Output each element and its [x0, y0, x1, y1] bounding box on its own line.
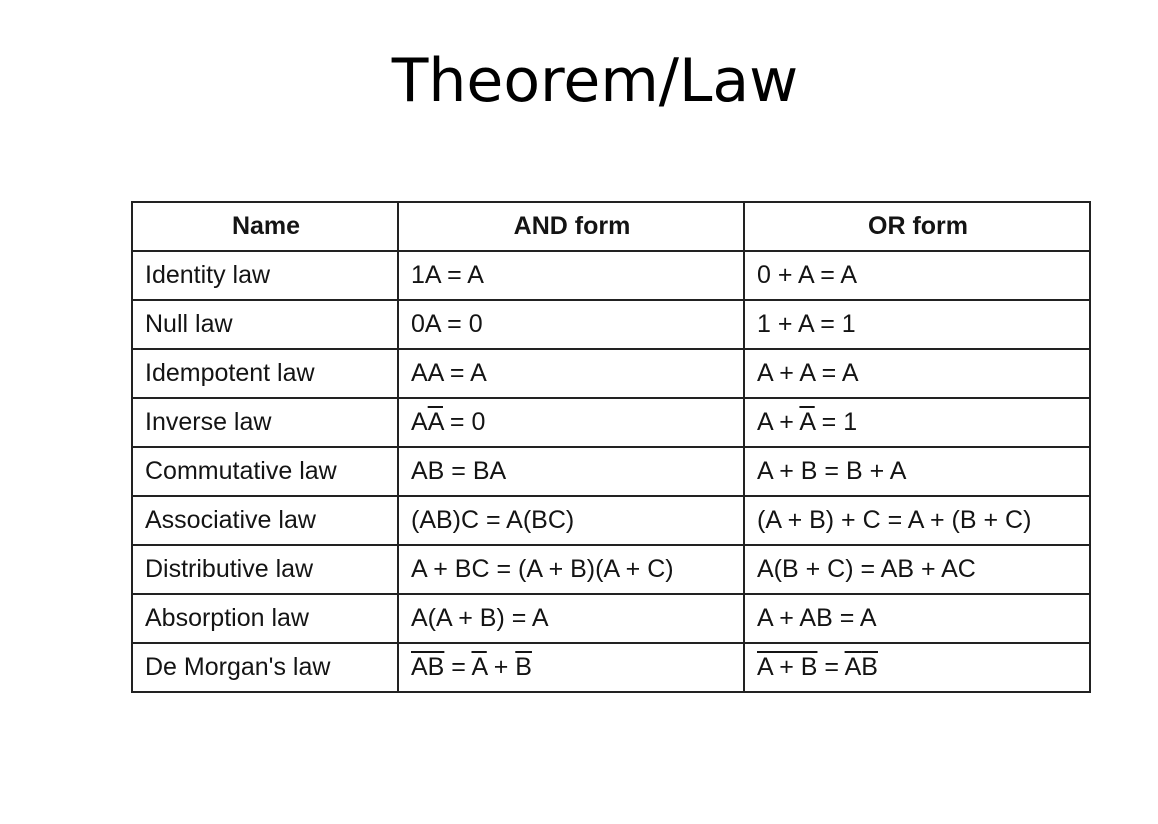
header-or-form: OR form: [744, 202, 1090, 251]
expression-text: =: [444, 653, 472, 681]
law-name-cell: Commutative law: [132, 447, 398, 496]
expression-text: +: [486, 653, 516, 681]
expression-text: 0A = 0: [411, 310, 483, 338]
table-row: [132, 349, 1090, 398]
complement-term: $\overline{A}$: [471, 653, 487, 681]
header-name: Name: [132, 202, 398, 251]
expression-text: = 0: [442, 408, 486, 436]
expression-text: A +: [757, 408, 800, 436]
and-form-cell: [398, 447, 744, 496]
law-name-cell: Absorption law: [132, 594, 398, 643]
or-form-cell: [744, 447, 1090, 496]
expression-text: A + BC = (A + B)(A + C): [411, 555, 674, 583]
complement-term: $\overline{A}$: [427, 408, 443, 436]
complement-term: $\overline{AB}$: [411, 653, 445, 681]
expression-text: (A + B) + C = A + (B + C): [757, 506, 1032, 534]
expression-text: 1A = A: [411, 261, 484, 289]
or-form-cell: [744, 251, 1090, 300]
table-row: [132, 594, 1090, 643]
complement-term: A + B: [757, 653, 818, 681]
expression-text: A + AB = A: [757, 604, 877, 632]
header-and-form: AND form: [398, 202, 744, 251]
table-row: [132, 251, 1090, 300]
expression-text: 0 + A = A: [757, 261, 858, 289]
table-body: [132, 251, 1090, 692]
or-form-cell: [744, 349, 1090, 398]
law-name-cell: Distributive law: [132, 545, 398, 594]
expression-text: AB = BA: [411, 457, 507, 485]
or-form-cell: [744, 496, 1090, 545]
table-header-row: [132, 202, 1090, 251]
or-form-cell: [744, 545, 1090, 594]
and-form-cell: [398, 594, 744, 643]
table-row: [132, 447, 1090, 496]
law-name-cell: Identity law: [132, 251, 398, 300]
law-name-cell: Idempotent law: [132, 349, 398, 398]
and-form-cell: [398, 496, 744, 545]
expression-text: A(B + C) = AB + AC: [757, 555, 976, 583]
expression-text: AA = A: [411, 359, 487, 387]
law-name-cell: Associative law: [132, 496, 398, 545]
expression-text: (AB)C = A(BC): [411, 506, 575, 534]
expression-text: =: [817, 653, 845, 681]
and-form-cell: [398, 300, 744, 349]
table-row: [132, 643, 1090, 692]
and-form-cell: [398, 251, 744, 300]
law-name-cell: Inverse law: [132, 398, 398, 447]
complement-term: $\overline{A}$: [799, 408, 815, 436]
table-row: [132, 300, 1090, 349]
law-name-cell: Null law: [132, 300, 398, 349]
or-form-cell: [744, 643, 1090, 692]
slide-title: Theorem/Law: [391, 46, 799, 116]
complement-term: $\overline{B}$: [515, 653, 532, 681]
boolean-laws-table: [131, 201, 1091, 693]
expression-text: 1 + A = 1: [757, 310, 856, 338]
or-form-cell: [744, 300, 1090, 349]
complement-term: $\overline{B}$: [861, 653, 878, 681]
expression-text: A(A + B) = A: [411, 604, 549, 632]
law-name-cell: De Morgan's law: [132, 643, 398, 692]
expression-text: A + B = B + A: [757, 457, 907, 485]
expression-text: A: [411, 408, 428, 436]
or-form-cell: [744, 398, 1090, 447]
or-form-cell: [744, 594, 1090, 643]
complement-term: $\overline{A}$: [844, 653, 862, 681]
and-form-cell: [398, 398, 744, 447]
and-form-cell: [398, 545, 744, 594]
table-row: [132, 545, 1090, 594]
and-form-cell: [398, 349, 744, 398]
expression-text: A + A = A: [757, 359, 859, 387]
expression-text: = 1: [814, 408, 858, 436]
table-row: [132, 496, 1090, 545]
table-row: [132, 398, 1090, 447]
and-form-cell: [398, 643, 744, 692]
